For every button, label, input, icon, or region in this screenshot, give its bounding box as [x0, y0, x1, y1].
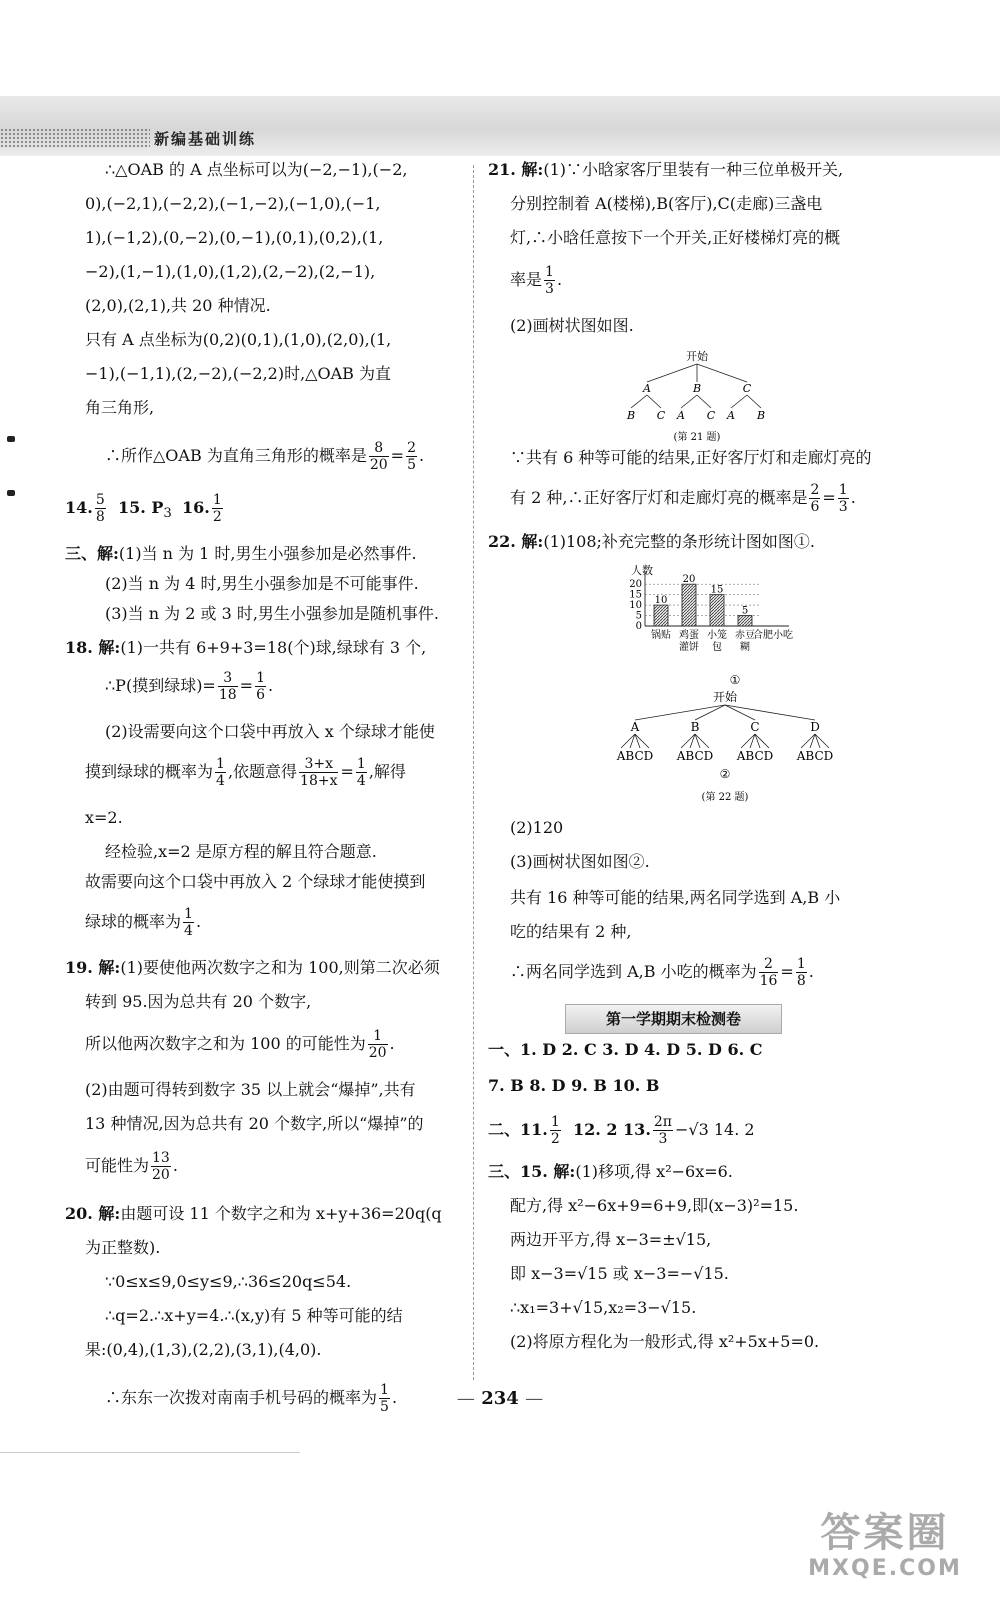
text-line: 经检验,x=2 是原方程的解且符合题意. — [105, 842, 377, 861]
tree-node: B — [690, 720, 700, 734]
tree-leaf: C — [656, 409, 666, 422]
chart-x-tick-label: 鸡蛋 — [679, 630, 699, 641]
fraction: $\frac{8}{20}$ — [369, 440, 388, 473]
text-line: 三、15. 解:(1)移项,得 x²−6x=6. — [488, 1162, 733, 1181]
text-line: 所以他两次数字之和为 100 的可能性为 $\frac{1}{20}$ . — [85, 1028, 395, 1061]
text-line: ∴P(摸到绿球)= $\frac{3}{18}$ = $\frac{1}{6}$ . — [105, 670, 274, 703]
text-line: (3)画树状图如图②. — [510, 852, 650, 871]
tree-svg — [615, 348, 785, 444]
column-divider — [473, 165, 474, 1380]
chart-data-label: 20 — [682, 574, 696, 586]
chart-x-tick-label: 赤豆 — [735, 630, 755, 641]
text-line: (2)当 n 为 4 时,男生小强参加是不可能事件. — [105, 574, 419, 593]
text-line: ∴x₁=3+√15,x₂=3−√15. — [510, 1298, 697, 1317]
chart-data-label: 10 — [654, 595, 668, 607]
answers-14-16 — [65, 492, 460, 544]
chart-x-tick-label: 合肥小吃 — [753, 630, 793, 641]
chart-x-tick-label: 灌饼 — [679, 642, 699, 653]
subscript: 3 — [163, 506, 172, 522]
text-line: 摸到绿球的概率为 $\frac{1}{4}$ ,依题意得 $\frac{3+x}{18+x}$ = $\frac{1}{4}$ ,解得 — [85, 756, 406, 789]
tree-node: C — [750, 720, 760, 734]
answers-choice-1: 一、1. D 2. C 3. D 4. D 5. D 6. C — [488, 1040, 763, 1059]
tree-root-label: 开始 — [712, 690, 738, 704]
margin-mark — [7, 436, 15, 442]
watermark-url: MXQE.COM — [808, 1556, 962, 1581]
text-line: 率是 $\frac{1}{3}$ . — [510, 264, 563, 297]
question-number: 16. — [182, 498, 210, 517]
page-number: — 234 — — [456, 1388, 544, 1409]
chart-x-tick-label: 锅贴 — [651, 630, 671, 641]
text-line: 果:(0,4),(1,3),(2,2),(3,1),(4,0). — [85, 1340, 322, 1359]
margin-mark — [7, 490, 15, 496]
watermark-logo — [790, 1510, 980, 1581]
chart-x-tick-label: 小笼 — [707, 630, 727, 641]
question-number: 14. — [65, 498, 93, 517]
tree-leaf: B — [756, 409, 766, 422]
tree-leaf: ABCD — [796, 749, 834, 763]
footer-rule — [0, 1452, 300, 1453]
figure-caption: (第 22 题) — [701, 792, 749, 803]
text-line: 吃的结果有 2 种, — [510, 922, 632, 941]
tree-leaf: A — [727, 409, 735, 422]
figure-22-svg — [615, 564, 855, 814]
chart-y-tick-label: 20 — [629, 579, 642, 591]
book-title: 新编基础训练 — [154, 130, 257, 148]
section-title: 第一学期期末检测卷 — [565, 1004, 782, 1034]
text-line: −1),(−1,1),(2,−2),(−2,2)时,△OAB 为直 — [85, 364, 392, 383]
answers-choice-2: 7. B 8. D 9. B 10. B — [488, 1076, 660, 1095]
watermark-text: 答案圈 — [820, 1510, 950, 1556]
fraction: $\frac{5}{8}$ — [95, 492, 105, 525]
text: ∴所作△OAB 为直角三角形的概率是 — [105, 446, 367, 465]
chart-y-tick-label: 5 — [635, 610, 642, 622]
chart-data-label: 5 — [741, 605, 749, 617]
tree-root-label: 开始 — [686, 350, 708, 363]
tree-leaf: ABCD — [616, 749, 654, 763]
text-line: 故需要向这个口袋中再放入 2 个绿球才能使摸到 — [85, 872, 426, 891]
tree-diagram-21 — [615, 348, 895, 444]
tree-leaf: ABCD — [676, 749, 714, 763]
chart-y-tick-label: 10 — [629, 600, 642, 612]
text-line: ∴东东一次拨对南南手机号码的概率为 $\frac{1}{5}$ . — [105, 1382, 398, 1415]
text-line: 13 种情况,因为总共有 20 个数字,所以“爆掉”的 — [85, 1114, 424, 1133]
text-line: 有 2 种,∴正好客厅灯和走廊灯亮的概率是 $\frac{2}{6}$ = $\frac{1}{3}$ . — [510, 482, 856, 515]
text-line: 即 x−3=√15 或 x−3=−√15. — [510, 1264, 729, 1283]
fraction: $\frac{1}{2}$ — [212, 492, 222, 525]
text-line: 分别控制着 A(楼梯),B(客厅),C(走廊)三盏电 — [510, 194, 823, 213]
answers-fill: 二、11. $\frac{1}{2}$ 12. 2 13. $\frac{2\pi}{3}$ −√3 14. 2 — [488, 1114, 755, 1147]
chart-bar — [682, 584, 696, 626]
text-line: 为正整数). — [85, 1238, 161, 1257]
chart-y-label: 人数 — [631, 564, 653, 577]
tree-leaf: ABCD — [736, 749, 774, 763]
chart-bar — [738, 616, 752, 626]
chart-y-tick-label: 0 — [635, 621, 642, 632]
chart-bar — [710, 595, 724, 626]
right-column — [488, 160, 895, 1366]
text-line: (2,0),(2,1),共 20 种情况. — [85, 296, 271, 315]
text-line: ∴q=2.∴x+y=4.∴(x,y)有 5 种等可能的结 — [105, 1306, 403, 1325]
tree-node: C — [742, 382, 752, 395]
tree-leaf: B — [626, 409, 636, 422]
text-line: 19. 解:(1)要使他两次数字之和为 100,则第二次必须 — [65, 958, 440, 977]
text-line: 可能性为 $\frac{13}{20}$ . — [85, 1150, 178, 1183]
text-line: ∵0≤x≤9,0≤y≤9,∴36≤20q≤54. — [105, 1272, 352, 1291]
left-column — [65, 160, 460, 1434]
tree-node: D — [810, 720, 820, 734]
section-banner-row — [510, 1004, 895, 1040]
fraction: $\frac{2}{5}$ — [407, 440, 416, 473]
page-header-band — [0, 96, 1000, 156]
text: = — [390, 446, 405, 465]
text-line: 18. 解:(1)一共有 6+9+3=18(个)球,绿球有 3 个, — [65, 638, 427, 657]
tree-node: A — [630, 720, 640, 734]
text-line: 绿球的概率为 $\frac{1}{4}$ . — [85, 906, 202, 939]
chart-x-tick-label: 包 — [712, 642, 722, 653]
tree-leaf: A — [677, 409, 685, 422]
tree-node: A — [643, 382, 651, 395]
chart-bar — [654, 605, 668, 626]
text-line: 共有 16 种等可能的结果,两名同学选到 A,B 小 — [510, 888, 841, 907]
header-dot-pattern — [0, 128, 150, 148]
figure-22 — [615, 564, 895, 814]
text-line: (2)设需要向这个口袋中再放入 x 个绿球才能使 — [105, 722, 435, 741]
text-line: 角三角形, — [85, 398, 155, 417]
text-line: (2)将原方程化为一般形式,得 x²+5x+5=0. — [510, 1332, 820, 1351]
chart-x-tick-label: 糊 — [740, 642, 750, 653]
text-line: 21. 解:(1)∵小晗家客厅里装有一种三位单极开关, — [488, 160, 844, 179]
chart-y-tick-label: 15 — [629, 589, 642, 601]
text-line: (2)画树状图如图. — [510, 316, 634, 335]
chart-figure-label: ① — [729, 673, 741, 687]
text-line: ∴△OAB 的 A 点坐标可以为(−2,−1),(−2, — [105, 160, 408, 179]
figure-caption: (第 21 题) — [673, 432, 721, 443]
text-line: 1),(−1,2),(0,−2),(0,−1),(0,1),(0,2),(1, — [85, 228, 384, 247]
text-line: ∴两名同学选到 A,B 小吃的概率为 $\frac{2}{16}$ = $\frac{1}{8}$ . — [510, 956, 814, 989]
question-number: 15. P — [117, 498, 164, 517]
answer-13-line: ∴所作△OAB 为直角三角形的概率是 $\frac{8}{20}$ = $\frac{2}{5}$ . — [105, 440, 425, 473]
text-line: (2)由题可得转到数字 35 以上就会“爆掉”,共有 — [85, 1080, 416, 1099]
text-line: ∵共有 6 种等可能的结果,正好客厅灯和走廊灯亮的 — [510, 448, 872, 467]
text-line: 转到 95.因为总共有 20 个数字, — [85, 992, 312, 1011]
text-line: x=2. — [85, 808, 123, 827]
text-line: (2)120 — [510, 818, 564, 837]
tree-leaf: C — [706, 409, 716, 422]
text-line: 配方,得 x²−6x+9=6+9,即(x−3)²=15. — [510, 1196, 799, 1215]
chart-data-label: 15 — [710, 584, 724, 596]
text-line: 只有 A 点坐标为(0,2)(0,1),(1,0),(2,0),(1, — [85, 330, 392, 349]
text-line: 灯,∴小晗任意按下一个开关,正好楼梯灯亮的概 — [510, 228, 841, 247]
text-line: 22. 解:(1)108;补充完整的条形统计图如图①. — [488, 532, 816, 551]
text-line: 20. 解:由题可设 11 个数字之和为 x+y+36=20q(q — [65, 1204, 442, 1223]
text-line: −2),(1,−1),(1,0),(1,2),(2,−2),(2,−1), — [85, 262, 376, 281]
text-line: 两边开平方,得 x−3=±√15, — [510, 1230, 712, 1249]
tree-figure-label: ② — [719, 767, 731, 781]
text-line: 三、解:(1)当 n 为 1 时,男生小强参加是必然事件. — [65, 544, 417, 563]
text-line: (3)当 n 为 2 或 3 时,男生小强参加是随机事件. — [105, 604, 440, 623]
text-line: 0),(−2,1),(−2,2),(−1,−2),(−1,0),(−1, — [85, 194, 381, 213]
tree-node: B — [692, 382, 702, 395]
